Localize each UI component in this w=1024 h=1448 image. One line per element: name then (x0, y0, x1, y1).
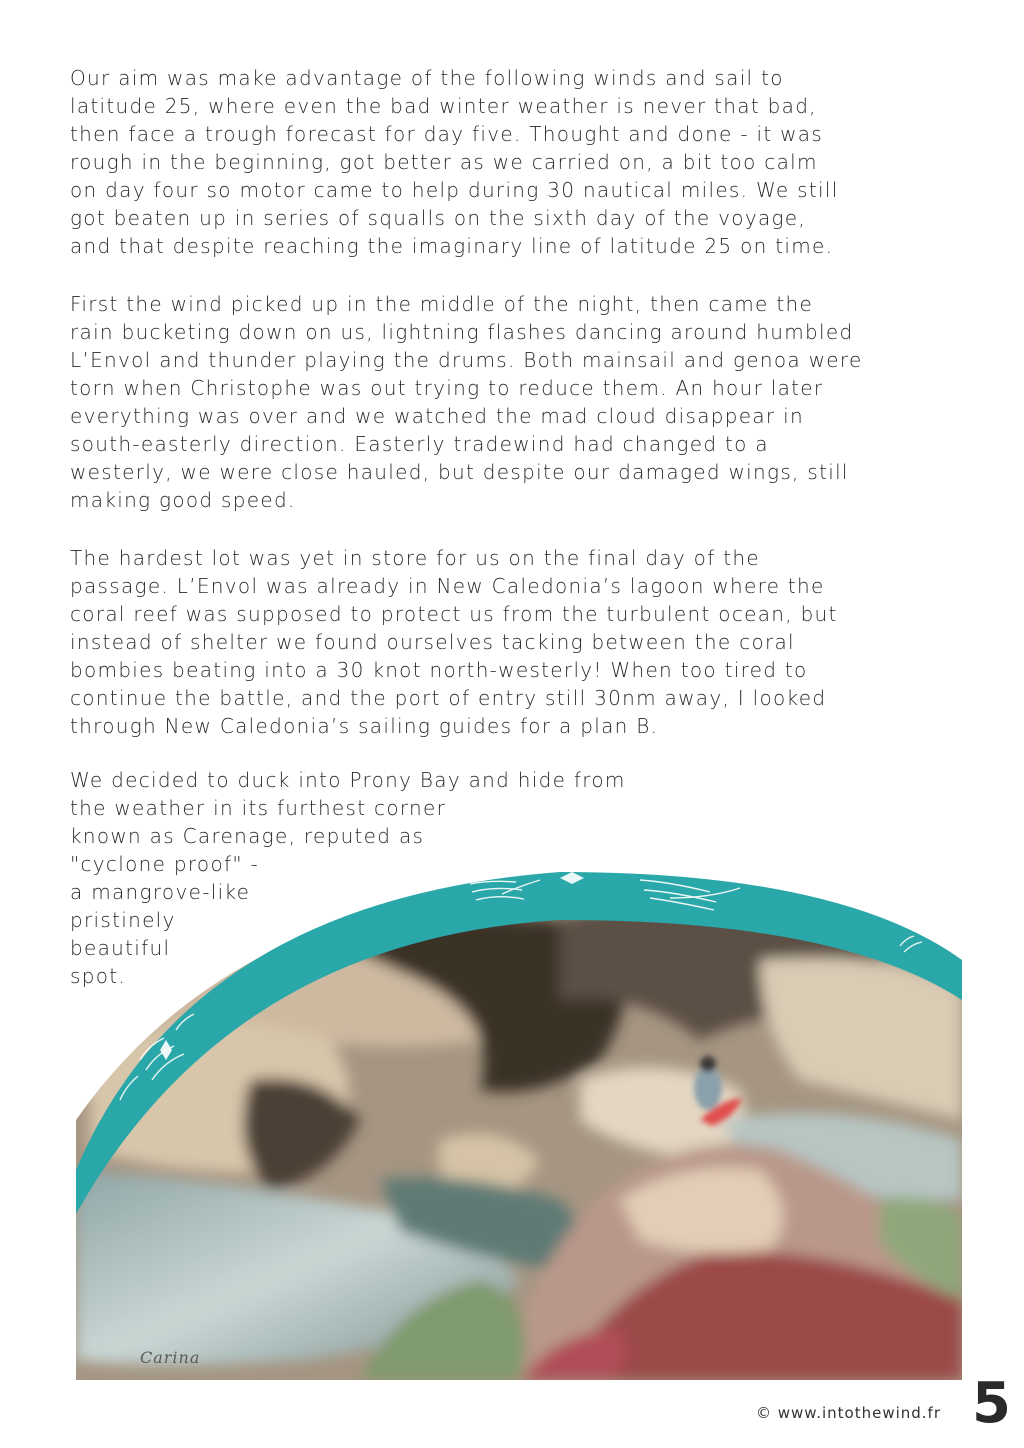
copyright-footer: © www.intothewind.fr (756, 1404, 941, 1422)
paragraph-2: First the wind picked up in the middle of the night, then came the rain bucketing down on us, lightning flashes dancing around humbled L’Envol and thunder playing the drums. Both mainsail and genoa were torn when Christophe was out trying to reduce them. An hour later everything was over and we watched the mad cloud disappear in south-easterly direction. Easterly tradewind had changed to a westerly, we were close hauled, but despite our damaged wings, still making good speed. (70, 292, 863, 512)
artist-signature: Carina (140, 1348, 201, 1367)
paragraph-1: Our aim was make advantage of the following winds and sail to latitude 25, where even the bad winter weather is never that bad, then face a trough forecast for day five. Thought and done - it was rough in the beginning, got better as we carried on, a bit too calm on day four so motor came to help during 30 nautical miles. We still got beaten up in series of squalls on the sixth day of the voyage, and that despite reaching the imaginary line of latitude 25 on time. (70, 66, 839, 258)
page-number: 5 (972, 1371, 1011, 1436)
paragraph-4: We decided to duck into Prony Bay and hide from the weather in its furthest corner known as Carenage, reputed as "cyclone proof" - a mangrove-like pristinely beautiful spot. (70, 768, 626, 988)
paragraph-3: The hardest lot was yet in store for us on the final day of the passage. L’Envol was already in New Caledonia’s lagoon where the coral reef was supposed to protect us from the turbulent ocean, but instead of shelter we found ourselves tacking between the coral bombies beating into a 30 knot north-westerly! When too tired to continue the battle, and the port of entry still 30nm away, I looked through New Caledonia’s sailing guides for a plan B. (70, 546, 838, 738)
